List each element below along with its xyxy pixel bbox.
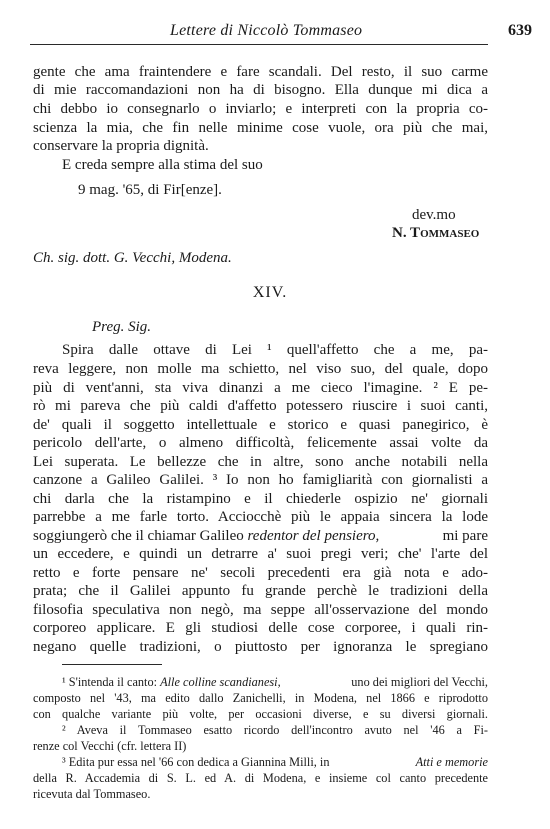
text-line: canzone a Galileo Galilei. ³ Io non ho famigliarità con giornalisti a [33, 472, 488, 488]
footnote-line: ricevuta dal Tommaseo. [33, 787, 151, 801]
text-line: rò mi pareva che più caldi d'affetto potessero riuscire i suoi canti, [33, 398, 488, 414]
text-line: Spira dalle ottave di Lei ¹ quell'affetto che a me, pa- [62, 342, 488, 358]
letter-number: XIV. [252, 284, 288, 301]
closing-devmo: dev.mo [412, 207, 456, 223]
page-number: 639 [508, 22, 532, 39]
footnote-title: Alle colline scandianesi, [160, 675, 281, 689]
italic-phrase: redentor del pensiero, [247, 528, 380, 544]
salutation: Preg. Sig. [92, 319, 152, 335]
text-line: più di vent'anni, sta viva dinanzi a me cieco l'imagine. ² E pe- [33, 380, 488, 396]
text-line [33, 527, 488, 545]
text-line: gente che ama fraintendere e fare scandali. Del resto, il suo carme [33, 64, 488, 80]
text-line: reva leggere, non molle ma schietto, nel viso suo, del quale, dopo [33, 361, 488, 377]
running-title: Lettere di Niccolò Tommaseo [170, 22, 363, 39]
text-line: de' quali il soggetto intellettuale e storico e quasi panegirico, è [33, 417, 488, 433]
text-line: negano quelle tradizioni, o piuttosto per ignoranza le spregiano [33, 639, 488, 655]
footnote-line [62, 674, 488, 690]
footnote-line: composto nel '43, ma edito dallo Zanichelli, in Modena, nel 1866 e riprodotto [33, 691, 488, 705]
addressee: Ch. sig. dott. G. Vecchi, Modena. [33, 250, 232, 266]
closing-line: E creda sempre alla stima del suo [62, 157, 263, 173]
text-line: un eccedere, e quindi un detrarre a' suoi pregi veri; che' l'arte del [33, 546, 488, 562]
header-rule [30, 44, 488, 45]
signature: N. Tommaseo [392, 225, 480, 241]
footnote-line: renze col Vecchi (cfr. lettera II) [33, 739, 187, 753]
text-line: parrebbe a me farle torto. Acciocchè più le appaia sincera la lode [33, 509, 488, 525]
text-line: Lei superata. Le bellezze che in altre, sono anche notabili nella [33, 454, 488, 470]
text-line: conservare la propria dignità. [33, 138, 209, 154]
footnote-title: Atti e memorie [415, 755, 488, 769]
text-line: prata; che il Galilei appunto fu grande perchè le tradizioni della [33, 583, 488, 599]
footnote-marker-text: ³ Edita pur essa nel '66 con dedica a Giannina Milli, in [62, 755, 333, 769]
text-line: filosofia speculativa non negò, ma seppe all'osservazione del mondo [33, 602, 488, 618]
footnote-line: della R. Accademia di S. L. ed A. di Modena, e insieme col canto precedente [33, 771, 488, 785]
text-line: retto e forte pensare ne' secoli precedenti era già nota e ado- [33, 565, 488, 581]
letter-date: 9 mag. '65, di Fir[enze]. [78, 182, 222, 198]
text-fragment: mi pare [438, 528, 488, 544]
text-line: chi darla che la ristampino e il chiederle ospizio ne' giornali [33, 491, 488, 507]
text-line: scienza la mia, che fin nelle minime cose vuole, ora più che mai, [33, 120, 488, 136]
footnote-line [62, 754, 488, 770]
text-line: pericolo dell'arte, o almeno difficoltà, felicemente assai volte da [33, 435, 488, 451]
text-line: chi debbo io consegnarlo o inviarlo; e interpreti con la propria co- [33, 101, 488, 117]
footnote-line: ² Aveva il Tommaseo esatto ricordo dell'incontro avuto nel '46 a Fi- [62, 723, 488, 737]
text-fragment: soggiungerò che il chiamar Galileo [33, 528, 248, 544]
footnote-line: con qualche variante più volte, per occasioni diverse, e su diversi giornali. [33, 707, 488, 721]
footnote-marker-text: ¹ S'intenda il canto: [62, 675, 161, 689]
text-line: di mie raccomandazioni non ha di bisogno. Ella dunque mi dica a [33, 82, 488, 98]
footnote-rule [62, 664, 162, 665]
text-line: corporeo applicare. E gli studiosi delle cose corporee, i quali rin- [33, 620, 488, 636]
footnote-text: uno dei migliori del Vecchi, [348, 675, 488, 689]
